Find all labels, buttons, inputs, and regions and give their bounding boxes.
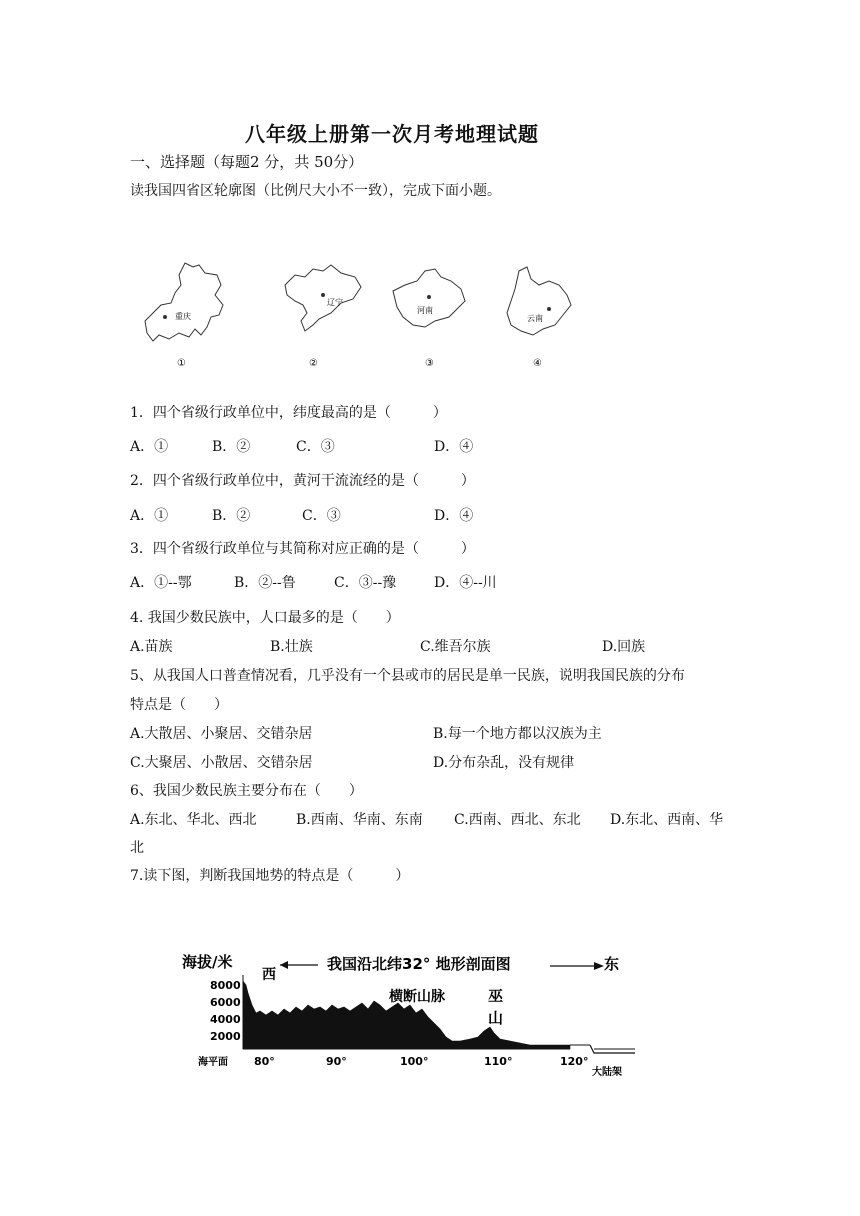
map-label-4: 云南 xyxy=(527,314,543,323)
q5-option-a: A.大散居、小聚居、交错杂居 xyxy=(130,726,313,742)
label-wushan-1: 巫 xyxy=(488,987,504,1005)
profile-ylabel: 海拔/米 xyxy=(182,953,233,971)
q3-option-b: B．②--鲁 xyxy=(234,575,296,591)
q1-option-a: A．① xyxy=(130,439,169,455)
q3-option-a: A．①--鄂 xyxy=(130,575,192,591)
xtick-100: 100° xyxy=(400,1055,429,1068)
q5-option-d: D.分布杂乱，没有规律 xyxy=(433,755,575,771)
q6-option-c: C.西南、西北、东北 xyxy=(454,812,581,828)
xtick-80: 80° xyxy=(254,1055,275,1068)
west-arrow-head xyxy=(280,961,288,969)
q4-option-d: D.回族 xyxy=(602,639,646,655)
profile-title: 我国沿北纬32° 地形剖面图 xyxy=(327,955,511,973)
label-hengduan: 横断山脉 xyxy=(389,989,445,1005)
liaoning-outline xyxy=(285,265,361,331)
question-4-stem: 4. 我国少数民族中，人口最多的是（ ） xyxy=(130,610,400,626)
q6-option-d: D.东北、西南、华 xyxy=(610,812,724,828)
q2-option-b: B．② xyxy=(212,508,251,524)
question-3-stem: 3．四个省级行政单位与其简称对应正确的是（ ） xyxy=(130,541,475,557)
yunnan-outline xyxy=(507,267,571,335)
label-wushan-2: 山 xyxy=(488,1009,504,1027)
question-5-stem-line2: 特点是（ ） xyxy=(130,697,228,713)
q1-option-d: D．④ xyxy=(434,439,474,455)
shelf-label: 大陆架 xyxy=(592,1067,622,1078)
q5-option-b: B.每一个地方都以汉族为主 xyxy=(433,726,602,742)
map-number-1: ① xyxy=(177,358,186,369)
q6-option-b: B.西南、华南、东南 xyxy=(296,812,423,828)
east-arrow-head xyxy=(594,962,604,970)
question-5-stem-line1: 5、从我国人口普查情况看，几乎没有一个县或市的居民是单一民族，说明我国民族的分布 xyxy=(130,668,685,684)
q2-option-d: D．④ xyxy=(434,508,474,524)
q4-option-c: C.维吾尔族 xyxy=(420,639,491,655)
ytick-8000: 8000 xyxy=(210,979,241,992)
question-1-stem: 1．四个省级行政单位中，纬度最高的是（ ） xyxy=(130,405,447,421)
q4-option-a: A.苗族 xyxy=(130,639,173,655)
q1-option-b: B．② xyxy=(212,439,251,455)
map-number-3: ③ xyxy=(425,358,434,369)
question-7-stem: 7.读下图，判断我国地势的特点是（ ） xyxy=(130,868,410,884)
map-number-4: ④ xyxy=(533,358,542,369)
map-label-1: 重庆 xyxy=(175,312,191,321)
q6-option-a: A.东北、华北、西北 xyxy=(130,812,257,828)
sea-level-label: 海平面 xyxy=(198,1057,228,1068)
q4-option-b: B.壮族 xyxy=(270,639,313,655)
page-title: 八年级上册第一次月考地理试题 xyxy=(245,122,539,146)
xtick-110: 110° xyxy=(484,1055,513,1068)
q1-option-c: C．③ xyxy=(296,439,335,455)
map-number-2: ② xyxy=(309,358,318,369)
xtick-120: 120° xyxy=(560,1055,589,1068)
q3-option-c: C．③--豫 xyxy=(334,575,397,591)
profile-east-label: 东 xyxy=(604,955,620,973)
map-label-3: 河南 xyxy=(417,306,433,315)
section-heading: 一、选择题（每题2 分，共 50分） xyxy=(130,153,364,171)
xtick-90: 90° xyxy=(326,1055,347,1068)
q3-option-d: D．④--川 xyxy=(434,575,497,591)
q6-option-d-wrap: 北 xyxy=(130,840,144,856)
q2-option-c: C．③ xyxy=(302,508,341,524)
ytick-4000: 4000 xyxy=(210,1013,241,1026)
map-label-2: 辽宁 xyxy=(327,298,343,307)
chongqing-outline xyxy=(145,263,223,341)
profile-west-label: 西 xyxy=(262,967,276,983)
ytick-2000: 2000 xyxy=(210,1030,241,1043)
ytick-6000: 6000 xyxy=(210,996,241,1009)
terrain-profile-figure xyxy=(180,945,640,1085)
question-6-stem: 6、我国少数民族主要分布在（ ） xyxy=(130,783,363,799)
q2-option-a: A．① xyxy=(130,508,169,524)
intro-text: 读我国四省区轮廓图（比例尺大小不一致），完成下面小题。 xyxy=(130,183,501,199)
province-outline-figure xyxy=(135,255,640,375)
question-2-stem: 2．四个省级行政单位中，黄河干流流经的是（ ） xyxy=(130,473,475,489)
q5-option-c: C.大聚居、小散居、交错杂居 xyxy=(130,755,313,771)
